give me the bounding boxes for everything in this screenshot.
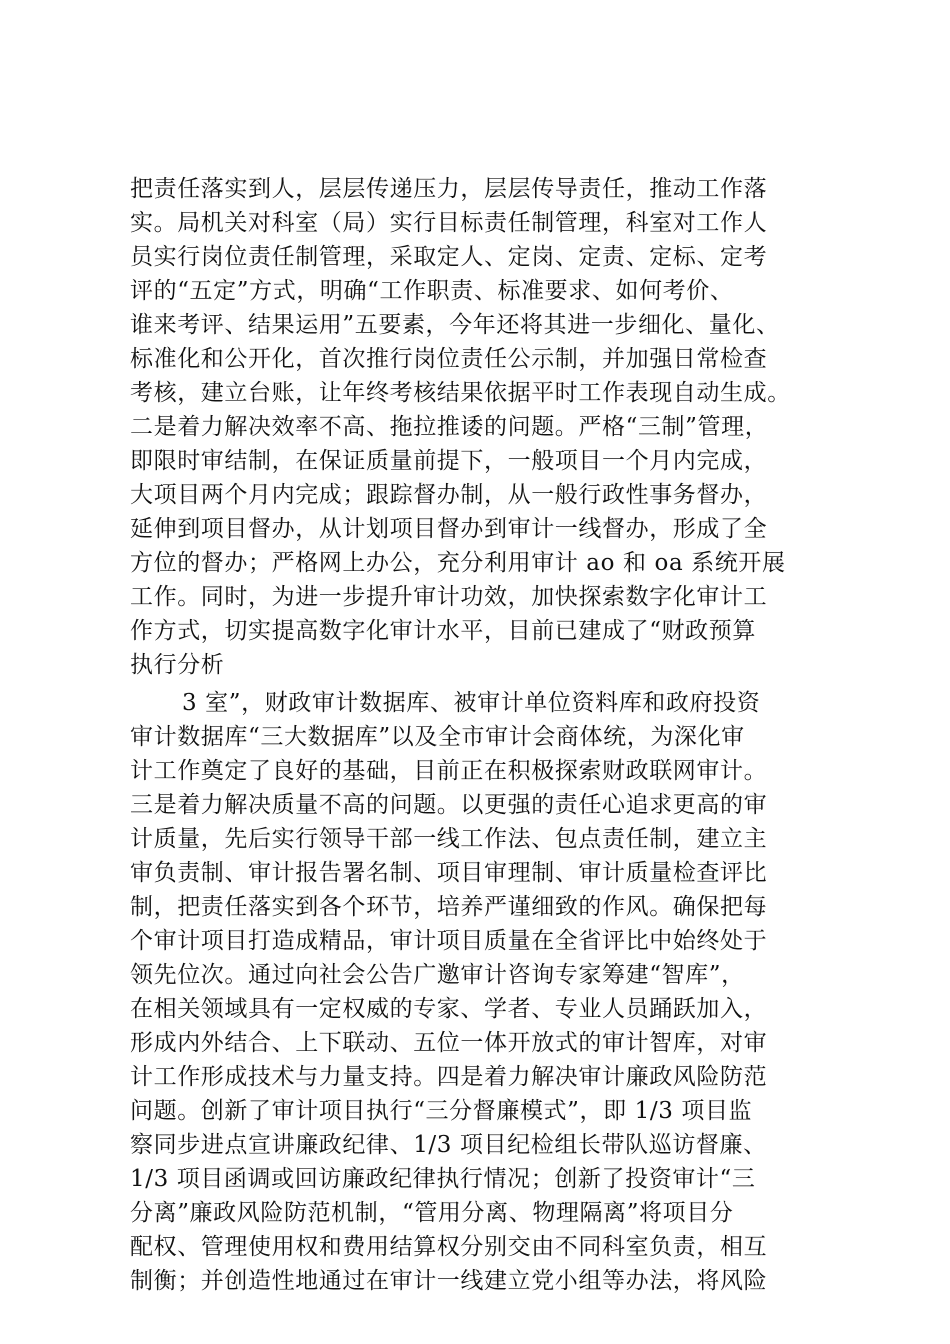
text-line: 3 室”，财政审计数据库、被审计单位资料库和政府投资	[182, 690, 761, 716]
text-line: 实。局机关对科室（局）实行目标责任制管理，科室对工作人	[130, 210, 768, 236]
text-line: 评的“五定”方式，明确“工作职责、标准要求、如何考价、	[130, 278, 734, 304]
text-line: 形成内外结合、上下联动、五位一体开放式的审计智库，对审	[130, 1030, 768, 1056]
text-line: 二是着力解决效率不高、拖拉推诿的问题。严格“三制”管理，	[130, 414, 769, 440]
text-line: 即限时审结制，在保证质量前提下，一般项目一个月内完成，	[130, 448, 768, 474]
text-line: 作方式，切实提高数字化审计水平，目前已建成了“财政预算	[130, 618, 756, 644]
text-line: 员实行岗位责任制管理，采取定人、定岗、定责、定标、定考	[130, 244, 768, 270]
text-line: 审计数据库“三大数据库”以及全市审计会商体统，为深化审	[130, 724, 745, 750]
text-line: 察同步进点宣讲廉政纪律、1/3 项目纪检组长带队巡访督廉、	[130, 1132, 767, 1158]
text-line: 延伸到项目督办，从计划项目督办到审计一线督办，形成了全	[130, 516, 768, 542]
text-line: 大项目两个月内完成；跟踪督办制，从一般行政性事务督办，	[130, 482, 768, 508]
text-line: 计质量，先后实行领导干部一线工作法、包点责任制，建立主	[130, 826, 768, 852]
text-line: 分离”廉政风险防范机制，“管用分离、物理隔离”将项目分	[130, 1200, 734, 1226]
text-line: 领先位次。通过向社会公告广邀审计咨询专家筹建“智库”，	[130, 962, 745, 988]
text-line: 计工作形成技术与力量支持。四是着力解决审计廉政风险防范	[130, 1064, 768, 1090]
text-line: 执行分析	[130, 652, 225, 678]
text-line: 考核，建立台账，让年终考核结果依据平时工作表现自动生成。	[130, 380, 791, 406]
text-line: 计工作奠定了良好的基础，目前正在积极探索财政联网审计。	[130, 758, 768, 784]
text-line: 问题。创新了审计项目执行“三分督廉模式”，即 1/3 项目监	[130, 1098, 753, 1124]
text-line: 工作。同时，为进一步提升审计功效，加快探索数字化审计工	[130, 584, 768, 610]
text-line: 在相关领域具有一定权威的专家、学者、专业人员踊跃加入，	[130, 996, 768, 1022]
text-line: 1/3 项目函调或回访廉政纪律执行情况；创新了投资审计“三	[130, 1166, 756, 1192]
text-line: 制衡；并创造性地通过在审计一线建立党小组等办法，将风险	[130, 1268, 768, 1294]
text-line: 制，把责任落实到各个环节，培养严谨细致的作风。确保把每	[130, 894, 768, 920]
text-line: 个审计项目打造成精品，审计项目质量在全省评比中始终处于	[130, 928, 768, 954]
text-line: 配权、管理使用权和费用结算权分别交由不同科室负责，相互	[130, 1234, 768, 1260]
text-line: 把责任落实到人，层层传递压力，层层传导责任，推动工作落	[130, 176, 768, 202]
text-line: 谁来考评、结果运用”五要素，今年还将其进一步细化、量化、	[130, 312, 780, 338]
text-line: 审负责制、审计报告署名制、项目审理制、审计质量检查评比	[130, 860, 768, 886]
text-line: 标准化和公开化，首次推行岗位责任公示制，并加强日常检查	[130, 346, 768, 372]
text-line: 方位的督办；严格网上办公，充分利用审计 ao 和 oa 系统开展	[130, 550, 786, 576]
text-line: 三是着力解决质量不高的问题。以更强的责任心追求更高的审	[130, 792, 768, 818]
